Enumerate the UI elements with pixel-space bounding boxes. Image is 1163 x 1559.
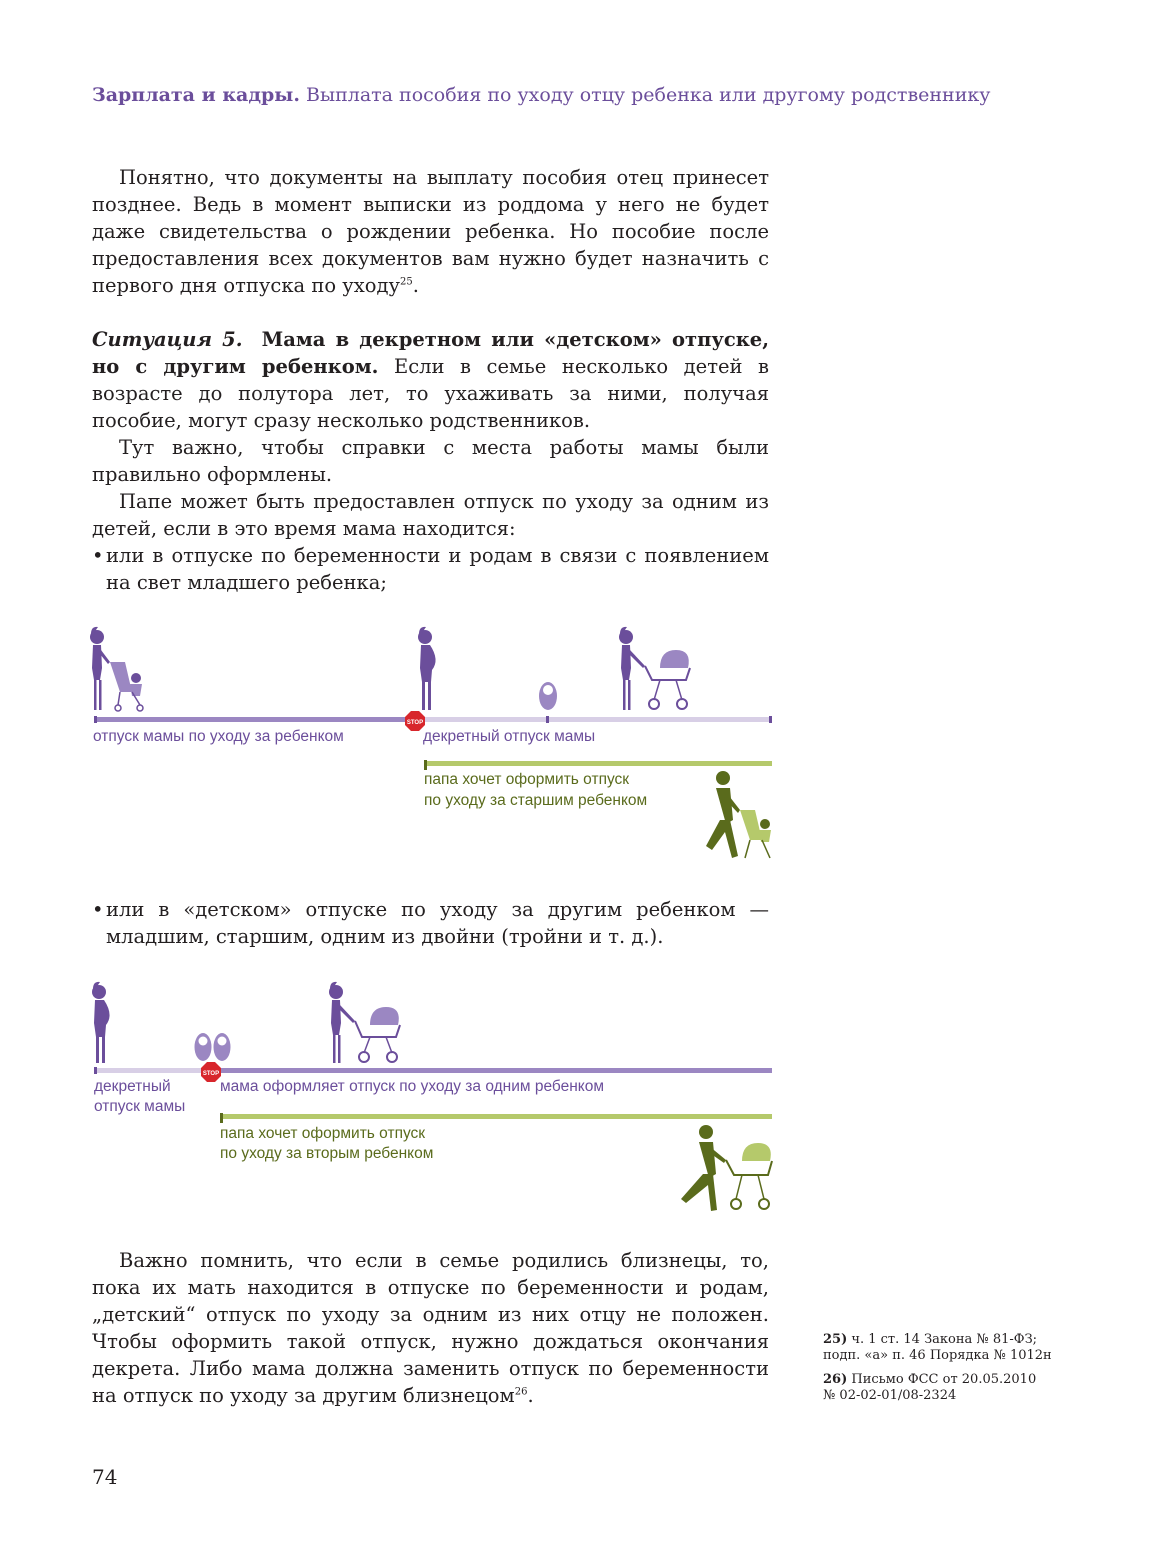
situation-title: Мама в декретном или «детском» отпуске, но с другим ребенком. (92, 328, 769, 378)
bullet-item-2: • или в «детском» отпуске по уходу за другим ребенком — младшим, старшим, одним из двойни (тройни и т. д.). (92, 898, 769, 948)
paragraph-3: Тут важно, чтобы справки с места работы мамы были правильно оформлены. (92, 436, 769, 486)
situation-label: Ситуация 5. (92, 328, 243, 351)
bullet-item-1: • или в отпуске по беременности и родам в связи с появлением на свет младшего ребенка; (92, 544, 769, 594)
pregnant-mother-icon (418, 627, 436, 710)
text-block-3 (92, 896, 769, 950)
text-block-1 (92, 164, 769, 299)
diagram2-label-maternity-1: декретный (94, 1078, 171, 1095)
newborn-baby-icon (539, 682, 557, 710)
page-number: 74 (92, 1465, 118, 1489)
diagram2-label-dad-2: по уходу за вторым ребенком (220, 1145, 434, 1162)
footnote-ref-26[interactable]: 26 (514, 1386, 528, 1398)
running-header (92, 84, 990, 106)
pregnant-mother-icon (92, 982, 110, 1063)
svg-text:STOP: STOP (202, 1071, 220, 1077)
maternity-leave-bar (416, 717, 772, 722)
dad-leave-bar (220, 1114, 772, 1119)
diagram2-label-maternity-2: отпуск мамы (94, 1098, 186, 1115)
paragraph-5: Важно помнить, что если в семье родились близнецы, то, пока их мать находится в отпуске по беременности и родам, „детский“ отпуск по уходу за одним из них отцу не положен. Чтобы оформить такой отпуск, нужно дождаться окончания декрета. Либо мама должна заменить отпуск по беременности на отпуск по уходу за другим близнецом$^{26}$. (92, 1249, 769, 1407)
footnote-25-number: 25) (823, 1332, 848, 1347)
father-with-pram-icon (681, 1125, 772, 1211)
stop-sign-icon (405, 711, 425, 731)
text-block-4 (92, 1247, 769, 1409)
footnote-26: 26) Письмо ФСС от 20.05.2010 № 02-02-01/08-2324 (823, 1372, 1037, 1403)
mom-leave-bar (94, 717, 416, 722)
text-block-2 (92, 326, 769, 596)
footnote-25: 25) ч. 1 ст. 14 Закона № 81-ФЗ; подп. «а» п. 46 Порядка № 1012н (823, 1332, 1052, 1363)
mother-with-stroller-icon (90, 627, 143, 711)
bullet-icon: • (92, 898, 104, 921)
footnote-26-number: 26) (823, 1372, 848, 1387)
diagram2-label-dad-1: папа хочет оформить отпуск (220, 1125, 426, 1142)
stop-sign-icon (201, 1062, 221, 1082)
maternity-leave-bar (94, 1068, 212, 1073)
mother-with-pram-icon (329, 982, 400, 1063)
svg-text:STOP: STOP (406, 720, 424, 726)
diagram1-label-maternity: декретный отпуск мамы (423, 728, 596, 745)
header-section: Зарплата и кадры. (92, 84, 300, 106)
father-with-stroller-icon (706, 771, 771, 858)
footnote-ref-25[interactable]: 25 (399, 276, 413, 288)
diagram1-label-dad-2: по уходу за старшим ребенком (424, 792, 648, 809)
mother-with-pram-icon (619, 627, 690, 710)
diagram1-label-mom-leave: отпуск мамы по уходу за ребенком (93, 728, 344, 745)
bullet-icon: • (92, 544, 104, 567)
diagram2-label-mom-leave: мама оформляет отпуск по уходу за одним ребенком (220, 1078, 605, 1095)
header-title: Выплата пособия по уходу отцу ребенка или другому родственнику (306, 84, 991, 106)
paragraph-1: Понятно, что документы на выплату пособия отец принесет позднее. Ведь в момент выписки из роддома у него не будет даже свидетельства о рождении ребенка. Но пособие после предоставления всех документов вам нужно будет назначить с первого дня отпуска по уходу$^{25}$. (92, 166, 769, 297)
paragraph-4: Папе может быть предоставлен отпуск по уходу за одним из детей, если в это время мама находится: (92, 490, 769, 540)
diagram1-label-dad-1: папа хочет оформить отпуск (424, 771, 630, 788)
twin-babies-icon (195, 1033, 231, 1061)
situation-paragraph: Ситуация 5. Мама в декретном или «детском» отпуске, но с другим ребенком. Если в семье несколько детей в возрасте до полутора лет, то ухаживать за ними, получая пособие, могут сразу несколько родственников. (92, 328, 770, 432)
mom-leave-bar (212, 1068, 772, 1073)
dad-leave-bar (424, 761, 772, 766)
